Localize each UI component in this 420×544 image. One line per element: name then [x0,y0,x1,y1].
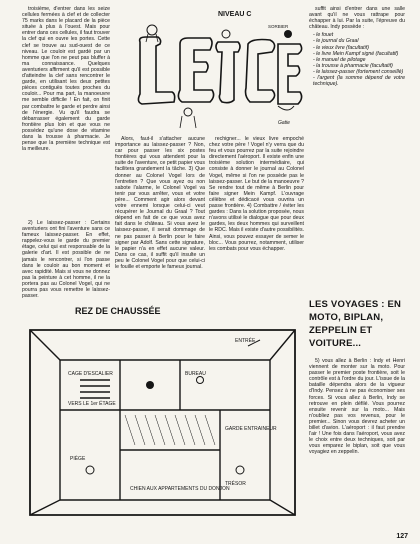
inventory-item: - le manuel de pilotage [313,56,366,63]
label-chien: CHIEN AUX APPARTEMENTS DU DONJON [130,486,230,492]
inventory-item: - le journal du Graal [313,38,359,45]
label-garde: GARDE ENTRAINEUR [225,426,277,432]
label-bureau: BUREAU [185,371,206,377]
illustrator-signature: Gatie [278,120,290,126]
inventory-item: - le fouet [313,32,334,39]
article-column-1-continued [22,220,110,298]
inventory-list [313,32,405,87]
article-column-2 [115,136,205,298]
paragraph: troisième, d'entrer dans les seize cellules fermées à clef et de collecter 75 marks dans le placard de la pièce située à plus à l'ouest. Mais pour entrer dans ces cellules, il faut trouver la clef qui en ouvre les portes. Cette clef se trouve au sud-ouest de ce niveau. Le couloir est gardé par un homme que l'on ne peut pas bluffer à ma connaissance. Quelques aventuriers affirment qu'il est possible d'atteindre la clef sans rencontrer le garde, en utilisant les deux petites pièces contiguës toutes proches du couloir... Pour ma part, la manoeuvre me semble difficile ! En fait, on finit par combattre le garde et perdre ainsi de l'énergie. Vu qu'il faudra se débarrasser également du garde frontière plus loin et que vous ne possédez qu'une dose de vitamine dans la trousse à pharmacie. Je pense que la première technique est la meilleure. [22,6,110,153]
label-piege: PIÈGE [70,456,86,462]
article-column-1 [22,6,110,218]
paragraph: 2) Le laissez-passer : Certains aventuriers ont fini l'aventure sans ce fameux laissez-passer. En effet, rappelez-vous le garde du premier étage, celui qui est responsable de la galerie d'art. Il est possible de ne jamais le rencontrer, si l'on passe dans le couloir au bon moment et avec rapidité. Mais si vous ne donnez pas la peinture à cet homme, il ne la portera pas au Colonel Vogel, qui ne pourra pas vous remettre le laissez-passer. [22,220,110,298]
paragraph: 5) vous allez à Berlin : Indy et Henri viennent de monter sur la moto. Pour passer le premier poste frontière, soit le contrôle est à l'ordre du jour. L'issue de la bataille dépendra alors de la vigueur d'Indy. Pensez à ne pas économiser ses forces. Si vous allez à Berlin, Indy se retrouve en plein défilé. Vous pourrez ensuite revenir sur la moto... Mais n'oubliez pas vos revenus, pour le premier... Sinon vous devrez acheter un billet d'avion. L'aéroport : il faut prendre l'air ! Une fois dans l'aéroport, vous avez le choix entre deux techniques, soit par vous emparez le biplan, soit que vous voyagiez en zeppelin. [309,358,405,456]
label-entree: ENTRÉE [235,338,256,344]
cartoon-illustration [118,2,306,134]
paragraph: rechigner... le vieux livre empoché chez votre père ! Vogel n'y verra que du feu et vous pourrez par la suite rejoindre directement l'aéroport. Il existe enfin une troisième solution intermédiaire, qui consiste à donner le journal au Colonel Vogel, même si l'on ne possède pas le laissez-passer. Le but de la manoeuvre ? Se rendre tout de même à Berlin pour faire signer Mein Kampf. L'ouvrage célèbre et dédicacé vous ouvrira un passe frontière. 4) Combattre / éviter les gardes : Dans la solution proposée, nous n'avons utilisé le dialogue que pour deux gardes, les deux hommes qui surveillent le RDC. Mais il existe d'autre possibilités. Ainsi, vous pouvez essayer de semer le bloc... Vous pourrez, notamment, utiliser les combats pour vous échapper. [209,136,304,252]
article-column-5 [309,358,405,523]
article-column-4 [309,6,405,296]
illustration-title: NIVEAU C [218,11,252,18]
label-tresor: TRÉSOR [225,481,246,487]
page-number: 127 [396,533,408,540]
label-vers: VERS LE 1er ÉTAGE [68,401,116,407]
article-column-3 [209,136,304,298]
paragraph: Alors, faut-il s'attacher aucune importance au laissez-passer ? Non, car pour passer les six postes frontières qui vous attendent pour la suite de l'aventure, ce petit papier vous facilitera grandement la tâche. 3) Que donner au Colonel Vogel lors de l'entretien ? Que vous ayez ou non sabote l'alarme, le Colonel Vogel va tenir par vous arrêter, vous et votre père... Comment agir alors devant votre ennemi lorsque celui-ci veut récupérer le Journal du Graal ? Tout dépend en fait de ce que vous avez fait dans le château. Si vous avez le laissez-passer, il serait dommage de ne pas passer à Berlin pour le faire signer par Adolf. Sans cette signature, le papier n'a en effet aucune valeur. Dans ce cas, il suffit qu'il insulte un peu le Colonel Vogel pour que celui-ci le fouille et emporte le fameux journal. [115,136,205,270]
inventory-item: - le livre Mein Kampf signé (facultatif) [313,50,399,57]
inventory-item: - le vieux livre (facultatif) [313,44,369,51]
label-cage: CAGE D'ESCALIER [68,371,113,377]
illustration-tag: SORBIER [268,24,289,29]
plan-title: REZ DE CHAUSSÉE [75,306,161,316]
paragraph: suffit ainsi d'entrer dans une salle avant qu'il ne vous rattrape pour échapper à lui. Par la suite, l'épreuve du château. Indy possède : [309,6,405,31]
inventory-item: - le laissez-passer (fortement conseillé) [313,68,404,75]
floor-plan-map [20,300,305,525]
inventory-item: - l'argent (la somme dépend de votre technique). [313,75,405,88]
section-headline: LES VOYAGES : EN MOTO, BIPLAN, ZEPPELIN ET VOITURE... [309,299,402,349]
inventory-item: - la trousse à pharmacie (facultatif) [313,62,393,69]
